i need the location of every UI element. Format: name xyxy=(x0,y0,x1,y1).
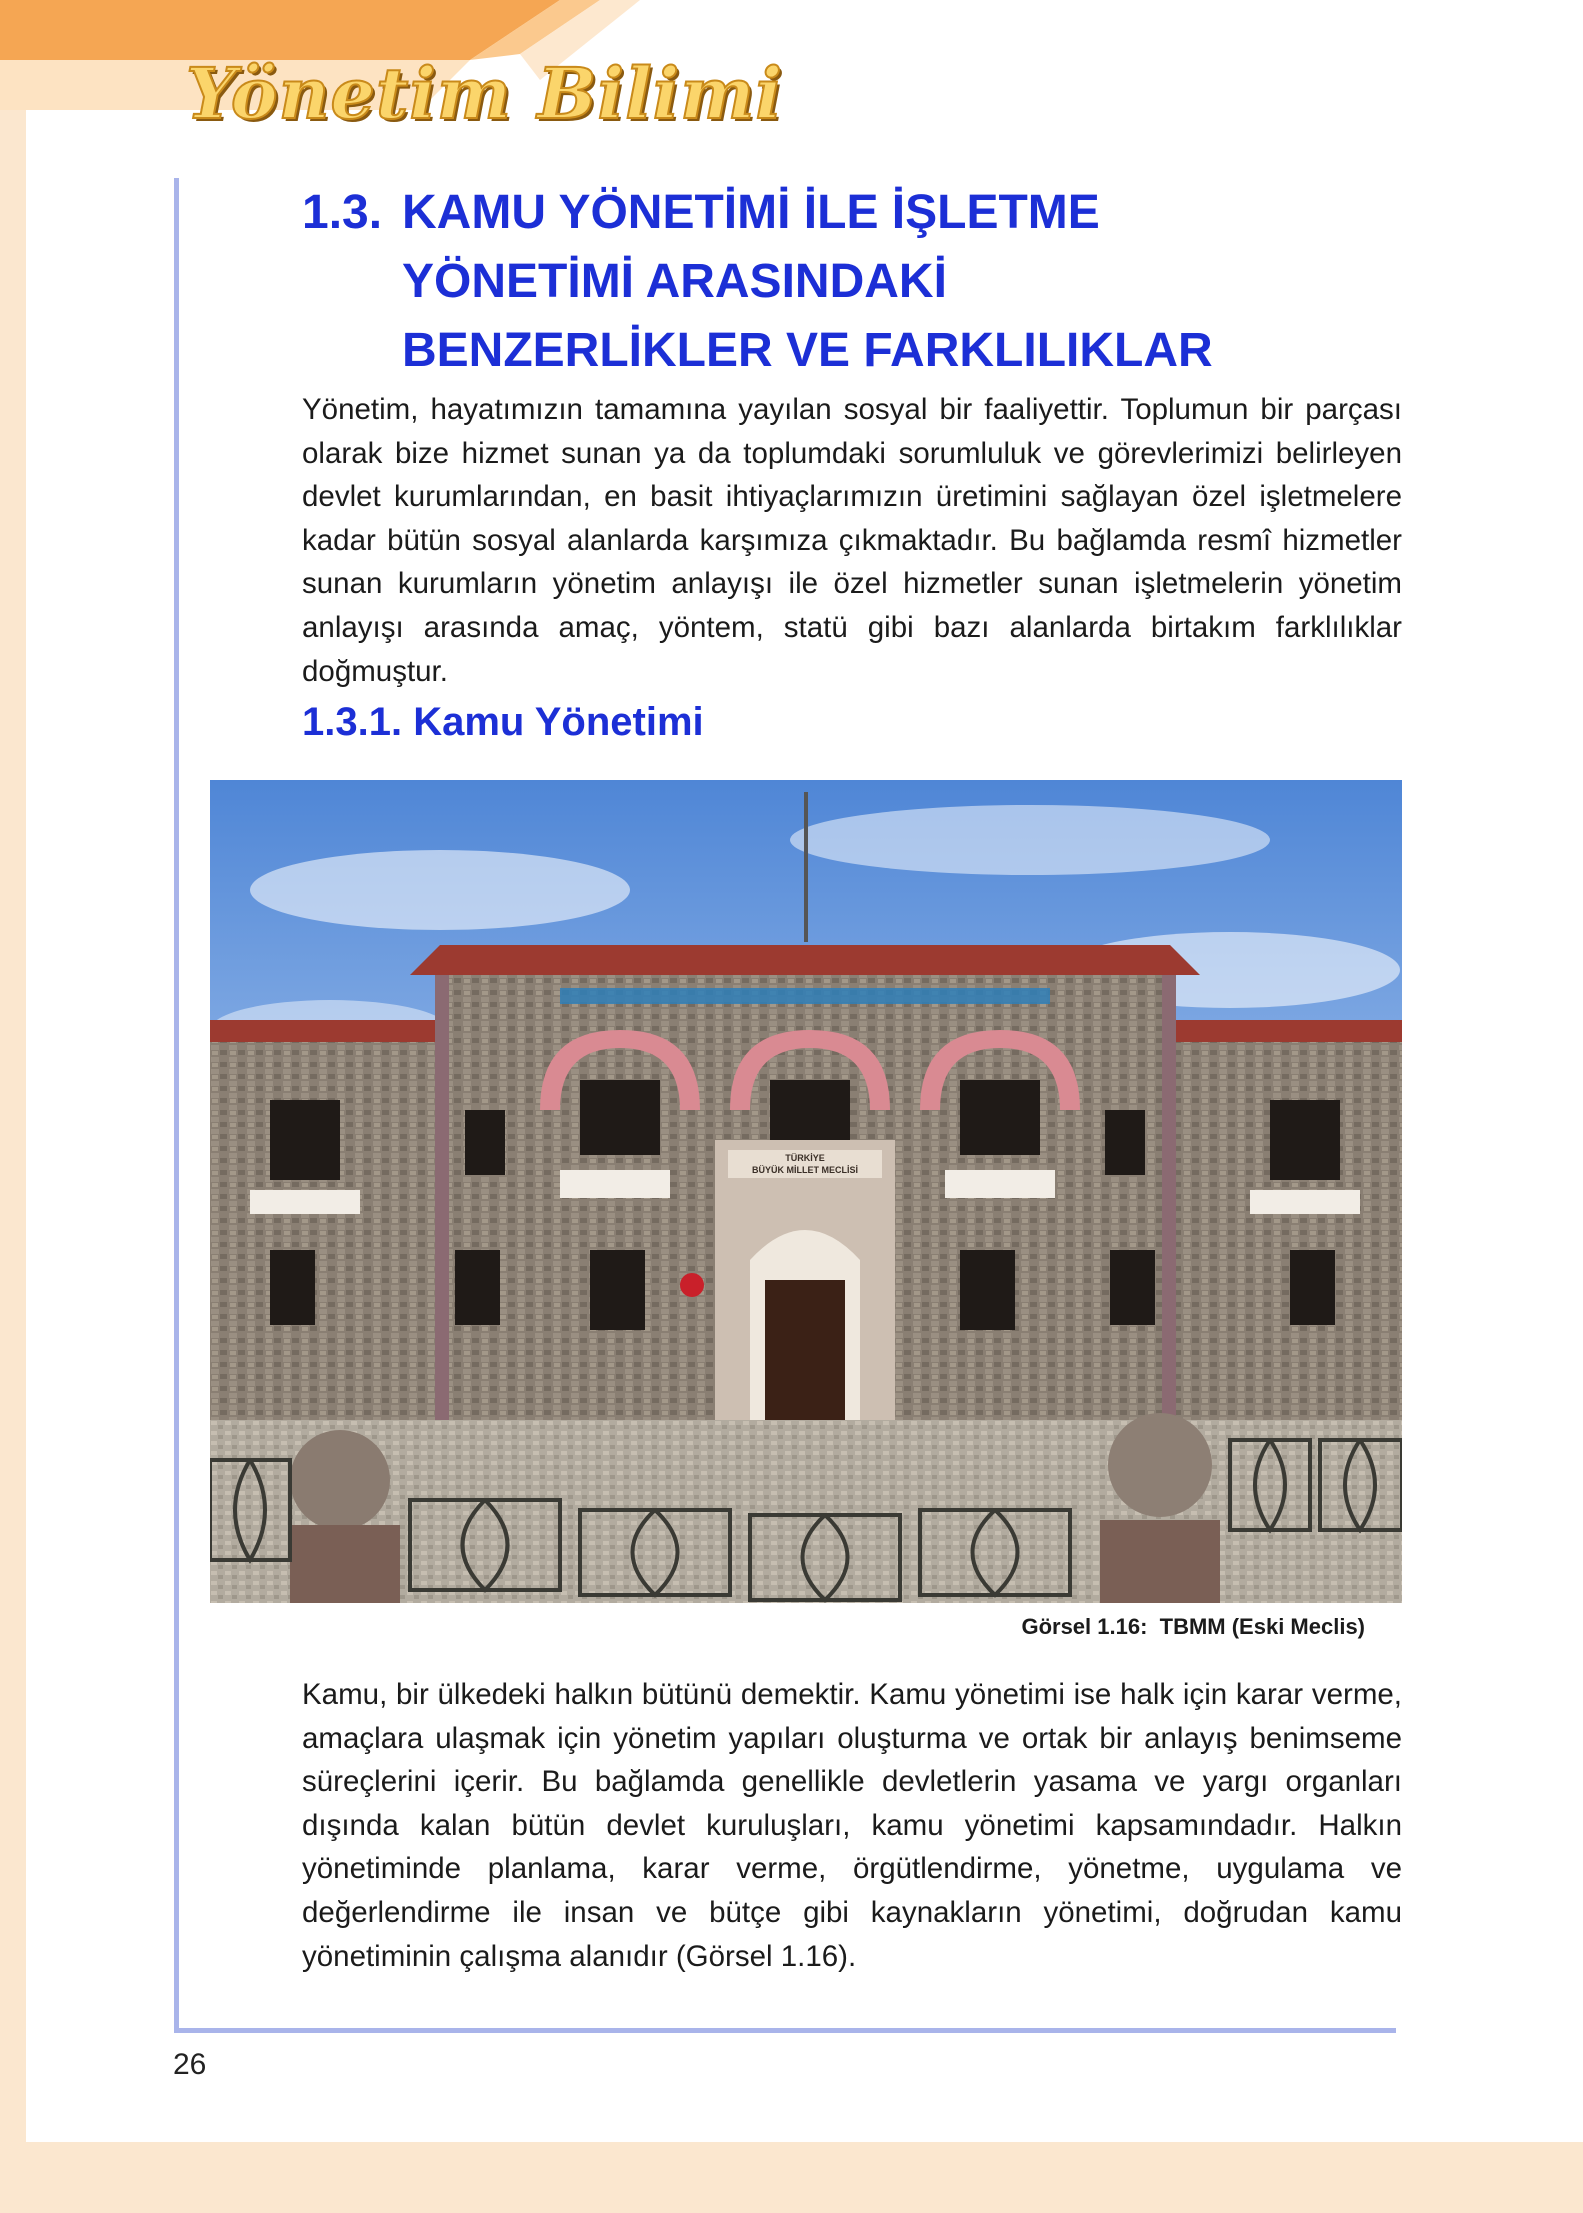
tbmm-building-photo xyxy=(210,780,1402,1603)
bottom-horizontal-rule xyxy=(174,2028,1396,2033)
section-heading xyxy=(302,178,1402,385)
figure-caption: Görsel 1.16: TBMM (Eski Meclis) xyxy=(1021,1614,1365,1639)
left-cream-margin xyxy=(0,150,26,2213)
book-title: Yönetim Bilimi xyxy=(186,52,783,135)
bottom-cream-band xyxy=(0,2142,1583,2213)
svg-text:BÜYÜK MİLLET MECLİSİ: BÜYÜK MİLLET MECLİSİ xyxy=(752,1165,858,1175)
section-title-line-2: YÖNETİMİ ARASINDAKİ xyxy=(402,255,947,308)
body-paragraph: Kamu, bir ülkedeki halkın bütünü demektir. Kamu yönetimi ise halk için karar verme, amaçlara ulaşmak için yönetim yapıları oluşturma ve ortak bir anlayış benimseme süreçlerini içerir. Bu bağlamda genellikle devletlerin yasama ve yargı organları dışında kalan bütün devlet kuruluşları, kamu yönetimi kapsamındadır. Halkın yönetiminde planlama, karar verme, örgütlendirme, yönetme, uygulama ve değerlendirme ile insan ve bütçe gibi kaynakların yönetimi, doğrudan kamu yönetiminin çalışma alanıdır (Görsel 1.16). xyxy=(302,1678,1402,1973)
intro-paragraph: Yönetim, hayatımızın tamamına yayılan sosyal bir faaliyettir. Toplumun bir parçası olarak bize hizmet sunan ya da toplumdaki sorumluluk ve görevlerimizi belirleyen devlet kurumlarından, en basit ihtiyaçlarımızın üretimini sağlayan özel işletmelere kadar bütün sosyal alanlarda karşımıza çıkmaktadır. Bu bağlamda resmî hizmetler sunan kurumların yönetim anlayışı ile özel hizmetler sunan işletmelerin yönetim anlayışı arasında amaç, yöntem, statü gibi bazı alanlarda birtakım farklılıklar doğmuştur. xyxy=(302,393,1402,688)
left-vertical-rule xyxy=(174,178,179,2033)
svg-text:TÜRKİYE: TÜRKİYE xyxy=(785,1153,825,1163)
section-title-line-3: BENZERLİKLER VE FARKLILIKLAR xyxy=(402,324,1213,377)
subsection-heading: 1.3.1. Kamu Yönetimi xyxy=(302,700,704,744)
page-number: 26 xyxy=(173,2048,207,2081)
section-number: 1.3. xyxy=(302,186,383,239)
section-title-line-1: KAMU YÖNETİMİ İLE İŞLETME xyxy=(402,186,1100,239)
